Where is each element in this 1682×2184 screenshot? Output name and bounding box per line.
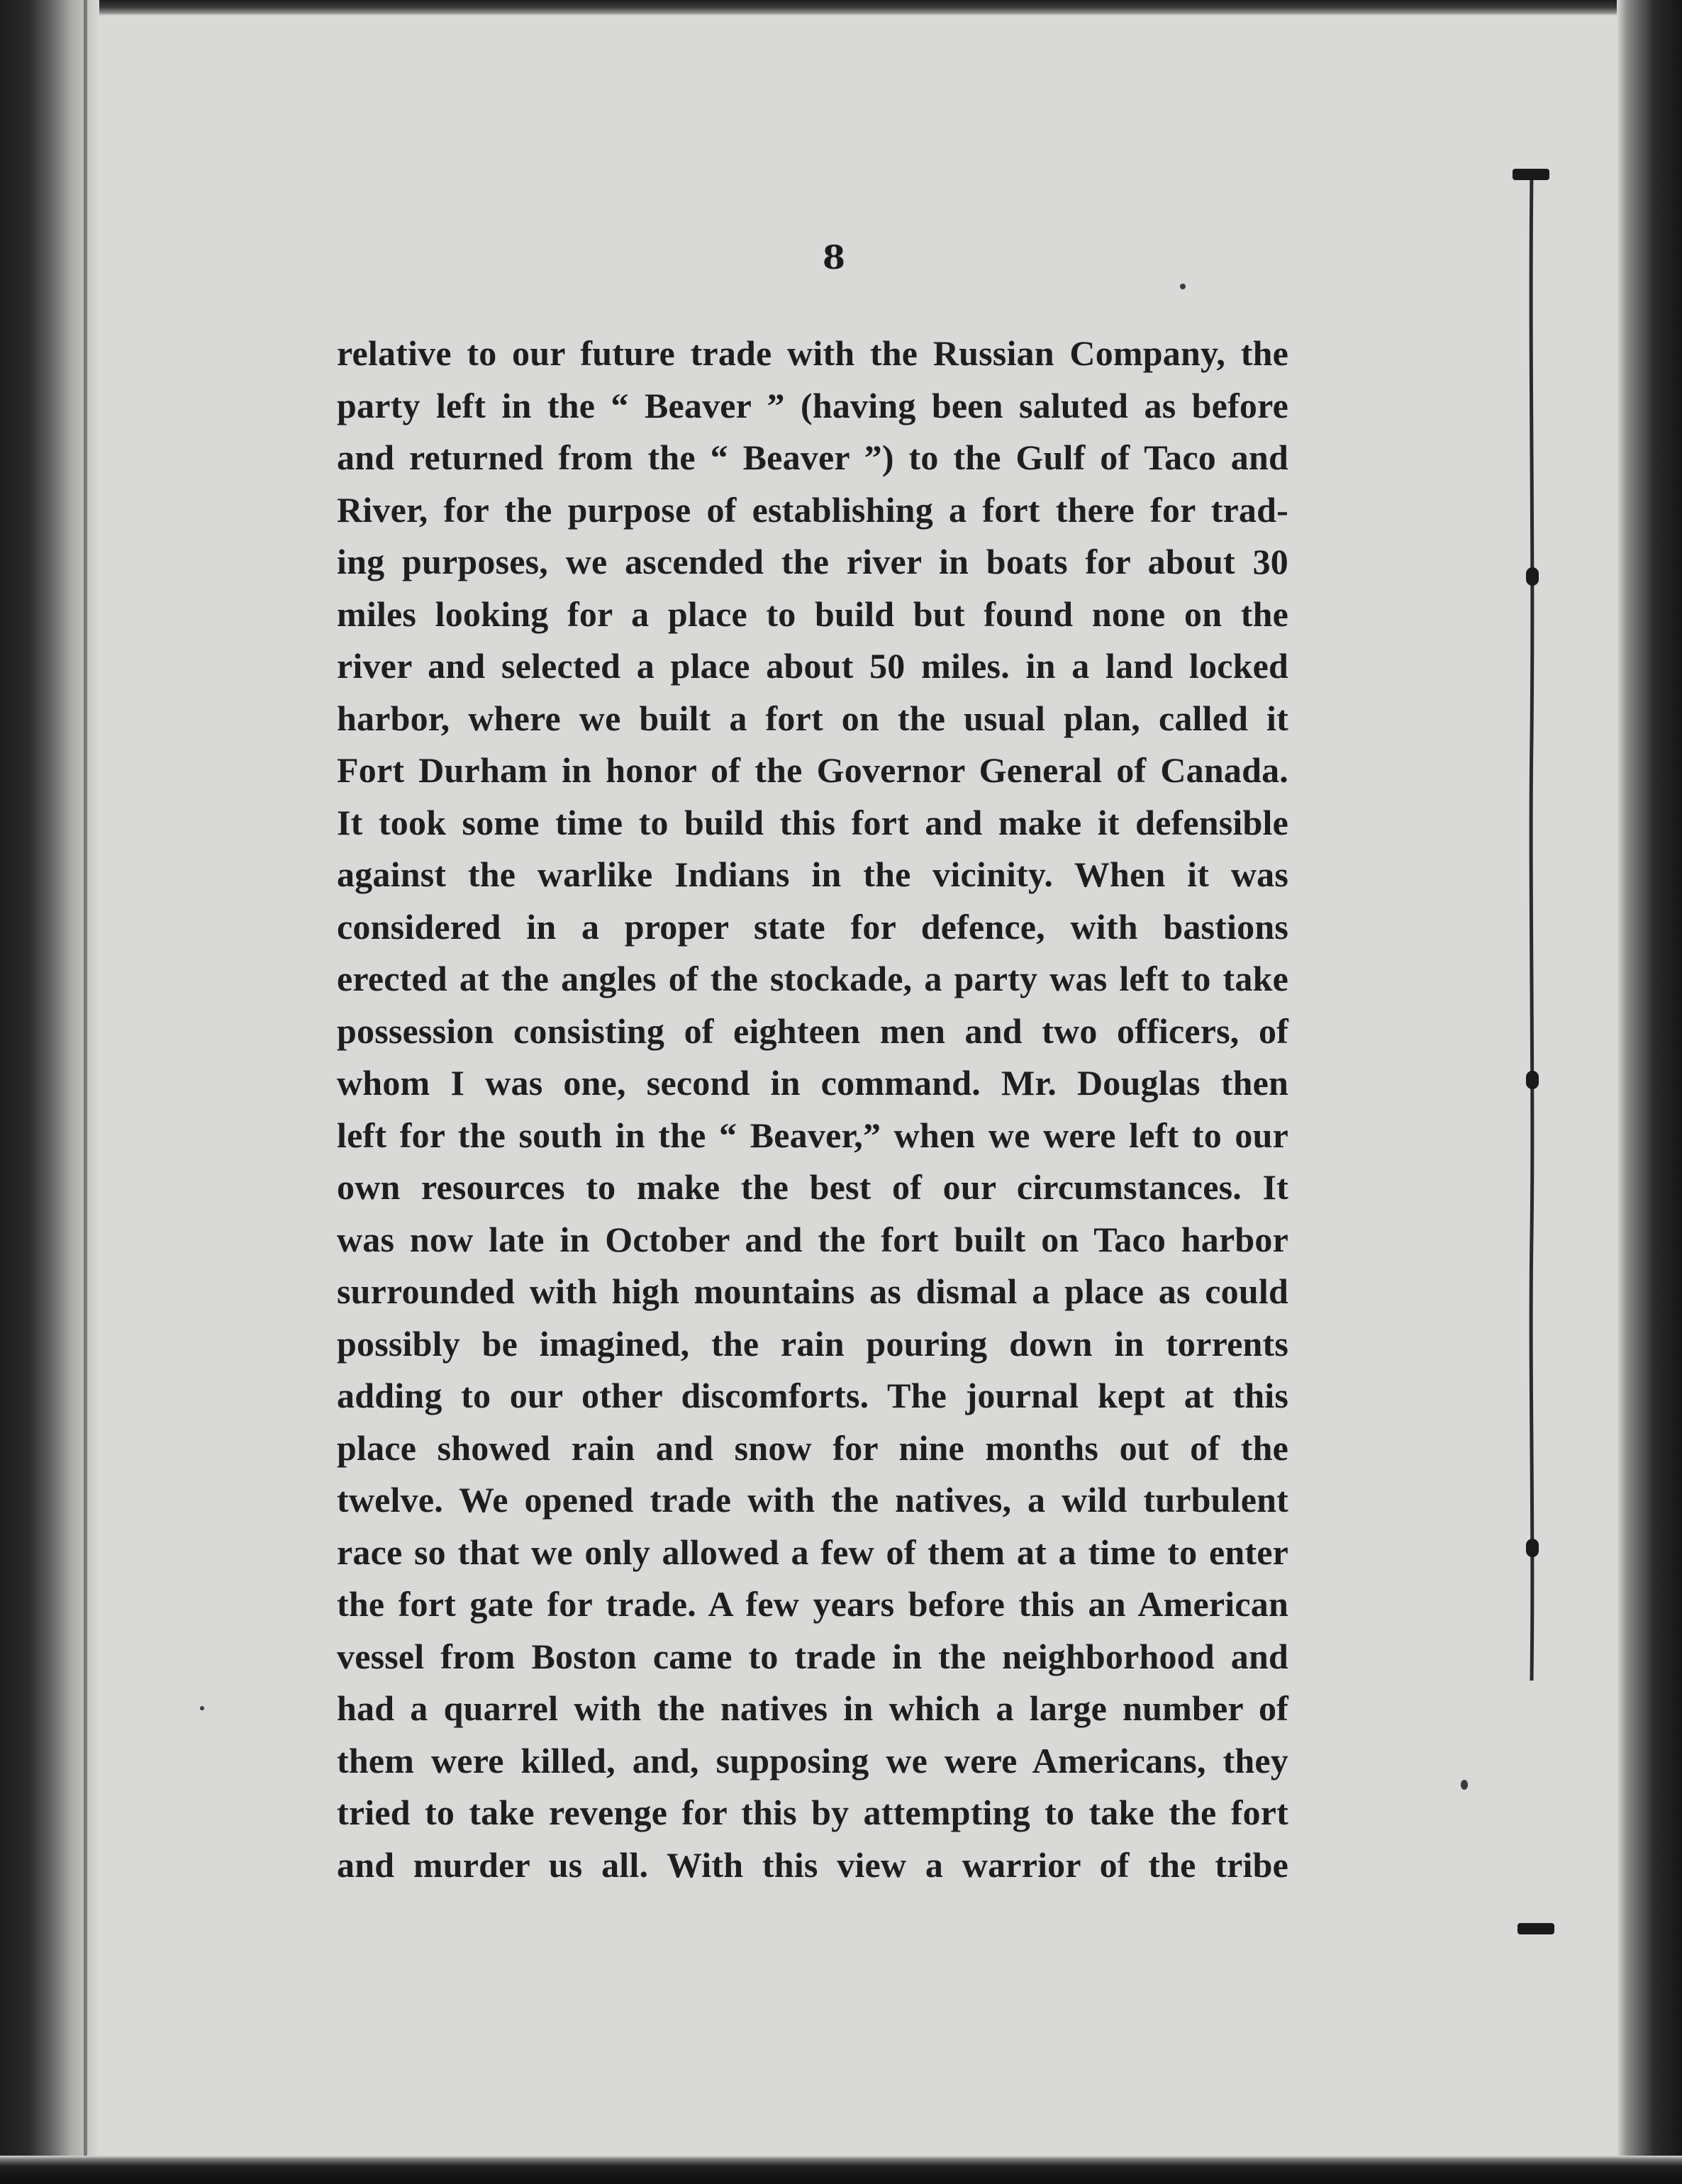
text-line: miles looking for a place to build but found none on the xyxy=(337,594,1288,634)
text-line: erected at the angles of the stockade, a party was left to take xyxy=(337,959,1288,998)
text-line: It took some time to build this fort and make it defensible xyxy=(337,802,1288,842)
text-line: had a quarrel with the natives in which a large number of xyxy=(337,1688,1288,1728)
binding-knot xyxy=(1526,1539,1539,1557)
binding-knot xyxy=(1526,1071,1539,1089)
text-line: party left in the “ Beaver ” (having been saluted as before xyxy=(337,385,1288,425)
text-line: relative to our future trade with the Russian Company, the xyxy=(337,333,1288,373)
text-line: left for the south in the “ Beaver,” when we were left to our xyxy=(337,1115,1288,1155)
text-line: possibly be imagined, the rain pouring down in torrents xyxy=(337,1323,1288,1364)
binding-cord xyxy=(1528,170,1535,1681)
text-line: the fort gate for trade. A few years before this an American xyxy=(337,1584,1288,1624)
text-line: was now late in October and the fort built on Taco harbor xyxy=(337,1219,1288,1259)
paper-speck xyxy=(1180,284,1186,289)
text-line: tried to take revenge for this by attempting to take the fort xyxy=(337,1793,1288,1832)
binding-tab-top xyxy=(1513,169,1549,180)
text-line: and returned from the “ Beaver ”) to the Gulf of Taco and xyxy=(337,438,1288,477)
text-line: surrounded with high mountains as dismal a place as could xyxy=(337,1271,1288,1311)
paper-speck xyxy=(200,1706,204,1710)
left-binding-line xyxy=(84,0,87,2184)
text-line: possession consisting of eighteen men and two officers, of xyxy=(337,1010,1288,1051)
text-line: race so that we only allowed a few of them at a time to enter xyxy=(337,1532,1288,1572)
text-line: River, for the purpose of establishing a fort there for trad- xyxy=(337,489,1288,530)
text-line: them were killed, and, supposing we were Americans, they xyxy=(337,1740,1288,1781)
text-line: place showed rain and snow for nine months out of the xyxy=(337,1427,1288,1468)
binding-tab-bottom xyxy=(1517,1923,1554,1934)
binding-knot xyxy=(1526,567,1539,586)
text-line: adding to our other discomforts. The journal kept at this xyxy=(337,1376,1288,1415)
text-line: ing purposes, we ascended the river in boats for about 30 xyxy=(337,542,1288,581)
text-line: considered in a proper state for defence, with bastions xyxy=(337,906,1288,947)
text-line: against the warlike Indians in the vicinity. When it was xyxy=(337,854,1288,894)
text-line: river and selected a place about 50 miles. in a land locked xyxy=(337,646,1288,686)
binding-cord-line xyxy=(1528,170,1535,1681)
right-border xyxy=(1617,0,1682,2184)
text-line: Fort Durham in honor of the Governor General of Canada. xyxy=(337,750,1288,790)
text-line: and murder us all. With this view a warrior of the tribe xyxy=(337,1844,1288,1885)
page-number: 8 xyxy=(822,238,845,277)
text-line: own resources to make the best of our circumstances. It xyxy=(337,1167,1288,1207)
paper-speck xyxy=(1461,1780,1468,1790)
text-line: vessel from Boston came to trade in the neighborhood and xyxy=(337,1636,1288,1676)
text-line: harbor, where we built a fort on the usual plan, called it xyxy=(337,698,1288,738)
text-line: twelve. We opened trade with the natives, a wild turbulent xyxy=(337,1480,1288,1520)
text-line: whom I was one, second in command. Mr. Douglas then xyxy=(337,1063,1288,1103)
body-text xyxy=(337,328,1288,1891)
bottom-border xyxy=(0,2156,1682,2184)
top-border xyxy=(0,0,1682,16)
